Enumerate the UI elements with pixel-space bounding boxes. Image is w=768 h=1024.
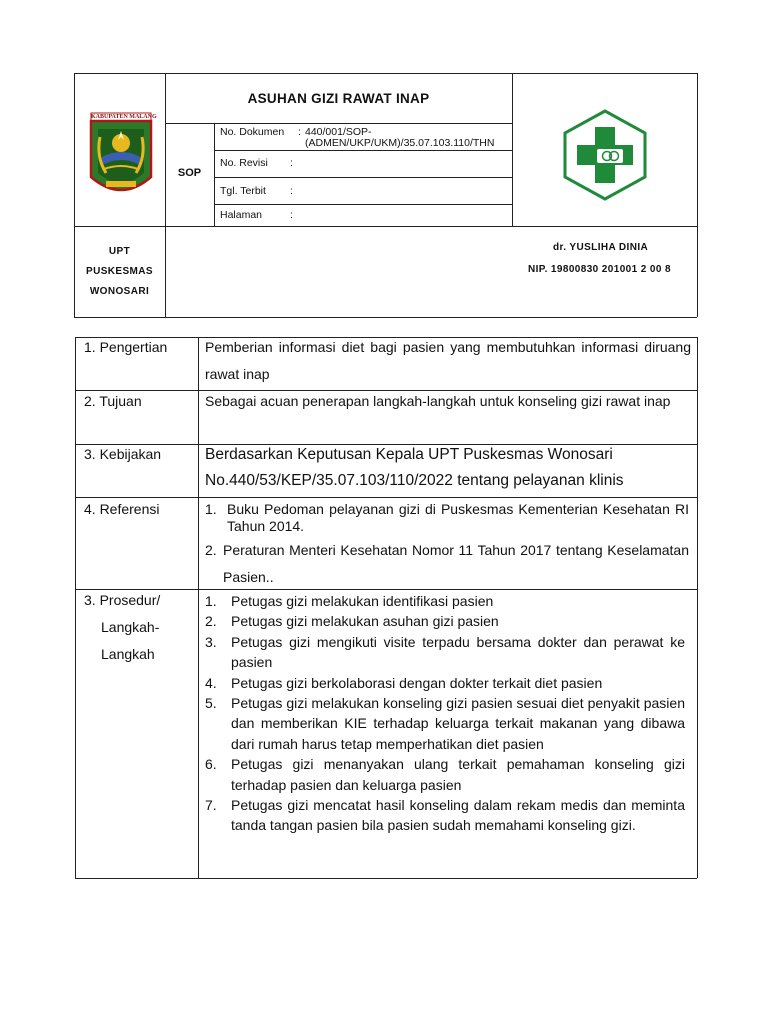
row-text: Sebagai acuan penerapan langkah-langkah untuk konseling gizi rawat inap: [205, 393, 671, 409]
field-value: 440/001/SOP-: [305, 126, 372, 138]
list-text: Petugas gizi melakukan identifikasi pasien: [231, 593, 494, 609]
puskesmas-logo: [563, 109, 647, 201]
row-label-line: Langkah: [101, 646, 155, 662]
list-item: [205, 611, 685, 631]
row-text-line: No.440/53/KEP/35.07.103/110/2022 tentang pelayanan klinis: [205, 472, 624, 489]
list-number: 6.: [205, 756, 217, 773]
list-text: Petugas gizi berkolaborasi dengan dokter terkait diet pasien: [231, 674, 603, 691]
list-text: Petugas gizi menanyakan ulang terkait pemahaman konseling gizi terhadap pasien dan keluarga pasien: [231, 756, 685, 793]
field-separator: :: [290, 157, 293, 169]
list-text: Petugas gizi melakukan asuhan gizi pasien: [231, 613, 499, 630]
row-label: 3. Kebijakan: [84, 446, 162, 462]
signatory-name: dr. YUSLIHA DINIA: [553, 242, 649, 253]
list-text: Petugas gizi mengikuti visite terpadu bersama dokter dan perawat ke pasien: [231, 633, 685, 671]
field-label: Halaman: [220, 209, 263, 221]
procedure-list: [205, 591, 685, 836]
list-text: Buku Pedoman pelayanan gizi di Puskesmas Kementerian Kesehatan RI Tahun 2014.: [227, 501, 689, 534]
list-number: 4.: [205, 674, 217, 691]
field-label: No. Revisi: [220, 157, 268, 169]
kabupaten-malang-logo: [86, 107, 156, 203]
list-item: [205, 632, 685, 673]
list-text: Peraturan Menteri Kesehatan Nomor 11 Tahun 2017 tentang Keselamatan Pasien..: [223, 542, 689, 585]
list-item: [205, 754, 685, 795]
list-text: Petugas gizi melakukan konseling gizi pasien sesuai diet penyakit pasien dan memberikan KIE terhadap keluarga terkait makanan yang dibawa dari rumah harus tetap memperhatikan diet pasien: [231, 695, 685, 752]
list-text: Petugas gizi mencatat hasil konseling dalam rekam medis dan meminta tanda tangan pasien bila pasien sudah memahami konseling gizi.: [231, 797, 685, 834]
list-item: [205, 693, 685, 754]
list-number: 1.: [205, 501, 217, 517]
row-text-line: Berdasarkan Keputusan Kepala UPT Puskesmas Wonosari: [205, 446, 613, 463]
row-label: 2. Tujuan: [84, 393, 142, 409]
list-item: [205, 795, 685, 836]
institution-line: WONOSARI: [89, 286, 150, 297]
signatory-nip: NIP. 19800830 201001 2 00 8: [528, 264, 671, 275]
field-separator: :: [298, 126, 301, 138]
reference-list: [205, 501, 689, 591]
row-label-line: 3. Prosedur/: [84, 592, 161, 608]
list-item: [205, 591, 685, 611]
institution-name: [74, 242, 165, 302]
puskesmas-cross-icon: [563, 109, 647, 201]
field-separator: :: [290, 185, 293, 197]
list-number: 5.: [205, 695, 217, 712]
row-label: 4. Referensi: [84, 501, 160, 517]
field-label: Tgl. Terbit: [220, 185, 266, 197]
institution-line: PUSKESMAS: [86, 266, 153, 277]
document-title: ASUHAN GIZI RAWAT INAP: [247, 91, 430, 106]
list-number: 1.: [205, 593, 217, 609]
institution-line: UPT: [108, 246, 131, 257]
list-item: [205, 673, 685, 693]
list-number: 2.: [205, 613, 217, 630]
sop-label: SOP: [177, 167, 202, 179]
logo-banner-text: KABUPATEN MALANG: [91, 114, 157, 120]
field-label: No. Dokumen: [220, 126, 285, 138]
row-text: Pemberian informasi diet bagi pasien yang membutuhkan informasi diruang rawat inap: [205, 339, 691, 382]
row-label: [84, 587, 160, 668]
list-number: 2.: [205, 542, 217, 558]
row-label-line: Langkah-: [101, 619, 160, 635]
list-item: [205, 537, 689, 591]
field-separator: :: [290, 209, 293, 221]
list-number: 3.: [205, 633, 217, 650]
row-label: 1. Pengertian: [84, 339, 168, 355]
list-item: [205, 501, 689, 535]
kabupaten-malang-crest-icon: [86, 107, 156, 203]
field-value-continued: (ADMEN/UKP/UKM)/35.07.103.110/THN: [305, 137, 495, 149]
list-number: 7.: [205, 797, 217, 814]
